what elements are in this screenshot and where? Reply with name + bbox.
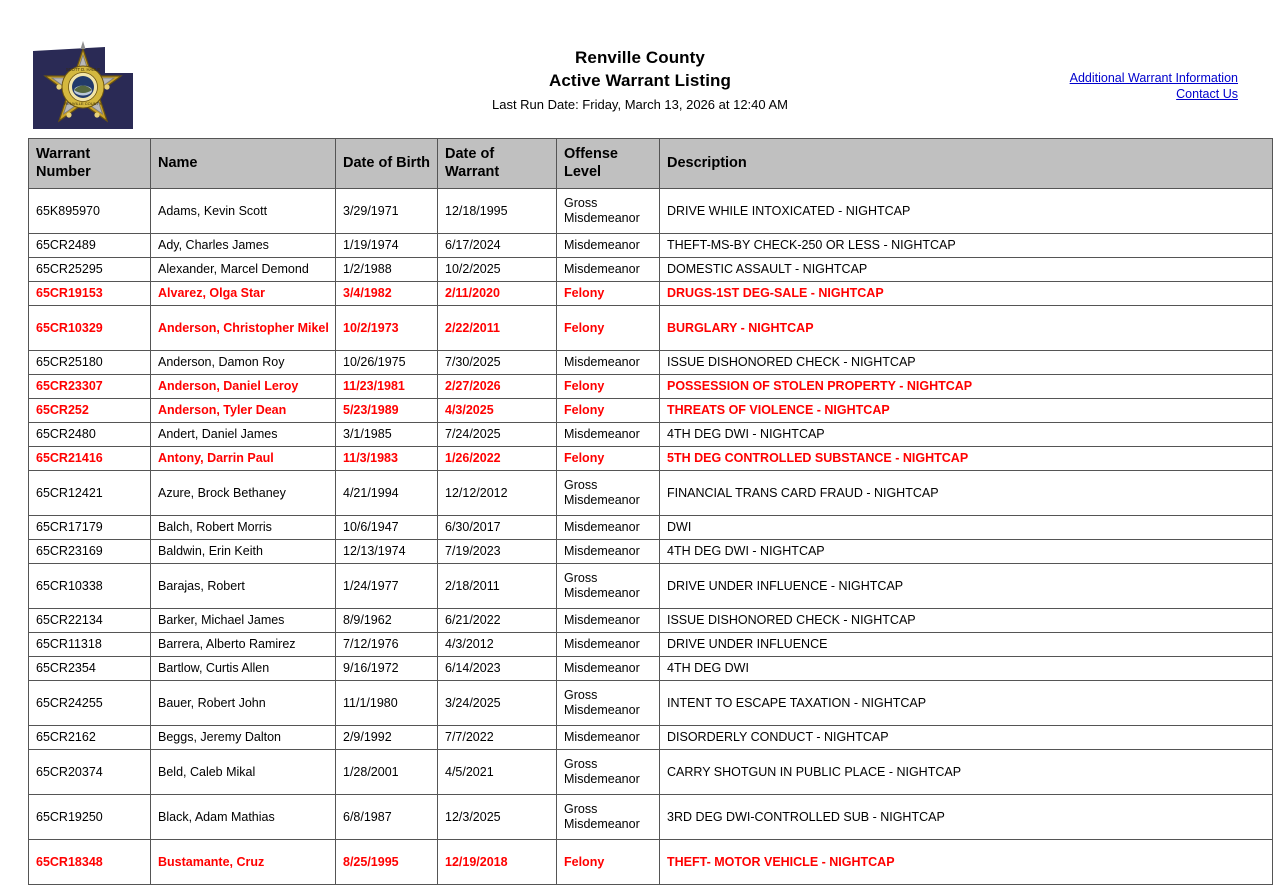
cell-warrant-number: 65CR2480 (29, 423, 151, 447)
cell-warrant-number: 65CR12421 (29, 471, 151, 516)
table-row[interactable] (29, 189, 1273, 234)
cell-name: Alvarez, Olga Star (151, 282, 336, 306)
cell-offense-level: Misdemeanor (557, 633, 660, 657)
table-row[interactable] (29, 657, 1273, 681)
cell-description: DRIVE UNDER INFLUENCE (660, 633, 1273, 657)
cell-warrant-number: 65CR19250 (29, 795, 151, 840)
cell-name: Beggs, Jeremy Dalton (151, 726, 336, 750)
cell-date-of-birth: 6/8/1987 (336, 795, 438, 840)
table-row[interactable] (29, 681, 1273, 726)
cell-offense-level: Gross Misdemeanor (557, 471, 660, 516)
warrant-table (28, 138, 1273, 885)
cell-date-of-warrant: 6/14/2023 (438, 657, 557, 681)
warrant-table-header (29, 139, 1273, 189)
cell-date-of-warrant: 2/27/2026 (438, 375, 557, 399)
cell-warrant-number: 65CR2354 (29, 657, 151, 681)
cell-date-of-birth: 10/2/1973 (336, 306, 438, 351)
cell-offense-level: Misdemeanor (557, 609, 660, 633)
cell-description: POSSESSION OF STOLEN PROPERTY - NIGHTCAP (660, 375, 1273, 399)
cell-warrant-number: 65CR23307 (29, 375, 151, 399)
cell-description: 3RD DEG DWI-CONTROLLED SUB - NIGHTCAP (660, 795, 1273, 840)
table-row[interactable] (29, 258, 1273, 282)
cell-offense-level: Misdemeanor (557, 726, 660, 750)
cell-date-of-birth: 2/9/1992 (336, 726, 438, 750)
cell-date-of-warrant: 2/18/2011 (438, 564, 557, 609)
cell-date-of-birth: 12/13/1974 (336, 540, 438, 564)
cell-name: Alexander, Marcel Demond (151, 258, 336, 282)
cell-date-of-birth: 1/28/2001 (336, 750, 438, 795)
cell-description: DISORDERLY CONDUCT - NIGHTCAP (660, 726, 1273, 750)
cell-date-of-warrant: 12/12/2012 (438, 471, 557, 516)
cell-date-of-warrant: 7/7/2022 (438, 726, 557, 750)
cell-offense-level: Gross Misdemeanor (557, 795, 660, 840)
cell-description: 4TH DEG DWI (660, 657, 1273, 681)
column-header-date-of-warrant[interactable]: Date of Warrant (438, 139, 557, 189)
cell-date-of-warrant: 4/3/2012 (438, 633, 557, 657)
cell-date-of-warrant: 12/19/2018 (438, 840, 557, 885)
cell-description: THREATS OF VIOLENCE - NIGHTCAP (660, 399, 1273, 423)
warrant-table-body (29, 189, 1273, 885)
cell-description: 4TH DEG DWI - NIGHTCAP (660, 540, 1273, 564)
cell-warrant-number: 65CR10329 (29, 306, 151, 351)
cell-date-of-birth: 3/29/1971 (336, 189, 438, 234)
cell-warrant-number: 65CR2162 (29, 726, 151, 750)
cell-date-of-birth: 1/24/1977 (336, 564, 438, 609)
cell-date-of-warrant: 12/3/2025 (438, 795, 557, 840)
page-title: Renville County (575, 48, 705, 67)
cell-date-of-warrant: 6/17/2024 (438, 234, 557, 258)
table-header-row (29, 139, 1273, 189)
table-row[interactable] (29, 633, 1273, 657)
header-links (1070, 70, 1238, 102)
cell-date-of-birth: 3/4/1982 (336, 282, 438, 306)
cell-description: BURGLARY - NIGHTCAP (660, 306, 1273, 351)
cell-date-of-warrant: 3/24/2025 (438, 681, 557, 726)
cell-offense-level: Felony (557, 375, 660, 399)
cell-offense-level: Gross Misdemeanor (557, 564, 660, 609)
cell-warrant-number: 65CR23169 (29, 540, 151, 564)
cell-warrant-number: 65CR21416 (29, 447, 151, 471)
cell-name: Ady, Charles James (151, 234, 336, 258)
cell-description: DWI (660, 516, 1273, 540)
table-row[interactable] (29, 375, 1273, 399)
cell-date-of-birth: 10/26/1975 (336, 351, 438, 375)
table-row[interactable] (29, 306, 1273, 351)
cell-name: Anderson, Damon Roy (151, 351, 336, 375)
cell-offense-level: Misdemeanor (557, 657, 660, 681)
cell-date-of-birth: 8/9/1962 (336, 609, 438, 633)
cell-description: CARRY SHOTGUN IN PUBLIC PLACE - NIGHTCAP (660, 750, 1273, 795)
cell-date-of-birth: 1/2/1988 (336, 258, 438, 282)
cell-date-of-warrant: 1/26/2022 (438, 447, 557, 471)
cell-name: Barrera, Alberto Ramirez (151, 633, 336, 657)
cell-warrant-number: 65CR19153 (29, 282, 151, 306)
column-header-warrant-number[interactable]: Warrant Number (29, 139, 151, 189)
cell-offense-level: Felony (557, 840, 660, 885)
contact-us-link[interactable]: Contact Us (1176, 87, 1238, 101)
cell-name: Antony, Darrin Paul (151, 447, 336, 471)
cell-warrant-number: 65CR17179 (29, 516, 151, 540)
table-row[interactable] (29, 750, 1273, 795)
table-row[interactable] (29, 399, 1273, 423)
page-subtitle-heading: Active Warrant Listing (549, 71, 731, 90)
svg-text:SCOTT D. HABLE: SCOTT D. HABLE (65, 67, 101, 72)
cell-offense-level: Felony (557, 399, 660, 423)
cell-name: Barajas, Robert (151, 564, 336, 609)
additional-warrant-information-link[interactable]: Additional Warrant Information (1069, 71, 1238, 85)
cell-date-of-birth: 5/23/1989 (336, 399, 438, 423)
cell-date-of-warrant: 6/21/2022 (438, 609, 557, 633)
table-row[interactable] (29, 726, 1273, 750)
cell-warrant-number: 65CR252 (29, 399, 151, 423)
cell-name: Adams, Kevin Scott (151, 189, 336, 234)
table-row[interactable] (29, 423, 1273, 447)
cell-date-of-birth: 10/6/1947 (336, 516, 438, 540)
cell-description: 5TH DEG CONTROLLED SUBSTANCE - NIGHTCAP (660, 447, 1273, 471)
cell-description: THEFT- MOTOR VEHICLE - NIGHTCAP (660, 840, 1273, 885)
table-row[interactable] (29, 471, 1273, 516)
cell-name: Anderson, Daniel Leroy (151, 375, 336, 399)
cell-date-of-birth: 1/19/1974 (336, 234, 438, 258)
cell-date-of-birth: 7/12/1976 (336, 633, 438, 657)
cell-offense-level: Misdemeanor (557, 423, 660, 447)
cell-warrant-number: 65CR11318 (29, 633, 151, 657)
cell-description: DRIVE UNDER INFLUENCE - NIGHTCAP (660, 564, 1273, 609)
cell-name: Barker, Michael James (151, 609, 336, 633)
table-row[interactable] (29, 234, 1273, 258)
cell-description: INTENT TO ESCAPE TAXATION - NIGHTCAP (660, 681, 1273, 726)
table-row[interactable] (29, 516, 1273, 540)
cell-date-of-warrant: 6/30/2017 (438, 516, 557, 540)
cell-date-of-birth: 11/23/1981 (336, 375, 438, 399)
cell-date-of-warrant: 2/11/2020 (438, 282, 557, 306)
cell-description: FINANCIAL TRANS CARD FRAUD - NIGHTCAP (660, 471, 1273, 516)
table-row[interactable] (29, 564, 1273, 609)
warrant-table-container (28, 138, 1272, 885)
cell-warrant-number: 65CR10338 (29, 564, 151, 609)
cell-description: THEFT-MS-BY CHECK-250 OR LESS - NIGHTCAP (660, 234, 1273, 258)
table-row[interactable] (29, 282, 1273, 306)
last-run-date: Last Run Date: Friday, March 13, 2026 at 12:40 AM (491, 97, 789, 112)
cell-offense-level: Misdemeanor (557, 258, 660, 282)
cell-warrant-number: 65CR20374 (29, 750, 151, 795)
cell-date-of-birth: 4/21/1994 (336, 471, 438, 516)
cell-name: Bauer, Robert John (151, 681, 336, 726)
cell-name: Azure, Brock Bethaney (151, 471, 336, 516)
cell-date-of-birth: 11/3/1983 (336, 447, 438, 471)
cell-date-of-birth: 9/16/1972 (336, 657, 438, 681)
cell-name: Bartlow, Curtis Allen (151, 657, 336, 681)
column-header-description[interactable]: Description (660, 139, 1273, 189)
cell-description: DOMESTIC ASSAULT - NIGHTCAP (660, 258, 1273, 282)
column-header-name[interactable]: Name (151, 139, 336, 189)
cell-offense-level: Felony (557, 447, 660, 471)
cell-warrant-number: 65CR25180 (29, 351, 151, 375)
cell-date-of-warrant: 10/2/2025 (438, 258, 557, 282)
cell-offense-level: Misdemeanor (557, 540, 660, 564)
table-row[interactable] (29, 840, 1273, 885)
cell-warrant-number: 65CR2489 (29, 234, 151, 258)
cell-date-of-warrant: 4/3/2025 (438, 399, 557, 423)
cell-warrant-number: 65K895970 (29, 189, 151, 234)
cell-description: DRIVE WHILE INTOXICATED - NIGHTCAP (660, 189, 1273, 234)
cell-date-of-birth: 3/1/1985 (336, 423, 438, 447)
cell-warrant-number: 65CR25295 (29, 258, 151, 282)
cell-offense-level: Misdemeanor (557, 516, 660, 540)
cell-offense-level: Felony (557, 306, 660, 351)
column-header-date-of-birth[interactable]: Date of Birth (336, 139, 438, 189)
cell-date-of-warrant: 4/5/2021 (438, 750, 557, 795)
cell-warrant-number: 65CR22134 (29, 609, 151, 633)
cell-date-of-warrant: 7/24/2025 (438, 423, 557, 447)
table-row[interactable] (29, 447, 1273, 471)
cell-date-of-warrant: 7/19/2023 (438, 540, 557, 564)
cell-name: Baldwin, Erin Keith (151, 540, 336, 564)
cell-offense-level: Gross Misdemeanor (557, 189, 660, 234)
cell-date-of-warrant: 2/22/2011 (438, 306, 557, 351)
cell-name: Bustamante, Cruz (151, 840, 336, 885)
cell-offense-level: Misdemeanor (557, 234, 660, 258)
cell-offense-level: Misdemeanor (557, 351, 660, 375)
cell-offense-level: Gross Misdemeanor (557, 750, 660, 795)
cell-date-of-warrant: 12/18/1995 (438, 189, 557, 234)
cell-date-of-birth: 8/25/1995 (336, 840, 438, 885)
table-row[interactable] (29, 540, 1273, 564)
column-header-offense-level[interactable]: Offense Level (557, 139, 660, 189)
cell-name: Balch, Robert Morris (151, 516, 336, 540)
page-header (0, 0, 1280, 128)
cell-description: ISSUE DISHONORED CHECK - NIGHTCAP (660, 351, 1273, 375)
cell-name: Anderson, Tyler Dean (151, 399, 336, 423)
cell-warrant-number: 65CR18348 (29, 840, 151, 885)
cell-description: DRUGS-1ST DEG-SALE - NIGHTCAP (660, 282, 1273, 306)
table-row[interactable] (29, 609, 1273, 633)
cell-offense-level: Felony (557, 282, 660, 306)
cell-offense-level: Gross Misdemeanor (557, 681, 660, 726)
cell-date-of-warrant: 7/30/2025 (438, 351, 557, 375)
cell-description: ISSUE DISHONORED CHECK - NIGHTCAP (660, 609, 1273, 633)
sheriff-star-badge-icon (27, 33, 139, 133)
cell-description: 4TH DEG DWI - NIGHTCAP (660, 423, 1273, 447)
cell-date-of-birth: 11/1/1980 (336, 681, 438, 726)
cell-warrant-number: 65CR24255 (29, 681, 151, 726)
svg-text:RENVILLE COUNTY: RENVILLE COUNTY (64, 101, 102, 106)
cell-name: Anderson, Christopher Mikel (151, 306, 336, 351)
cell-name: Black, Adam Mathias (151, 795, 336, 840)
cell-name: Andert, Daniel James (151, 423, 336, 447)
cell-name: Beld, Caleb Mikal (151, 750, 336, 795)
table-row[interactable] (29, 795, 1273, 840)
table-row[interactable] (29, 351, 1273, 375)
